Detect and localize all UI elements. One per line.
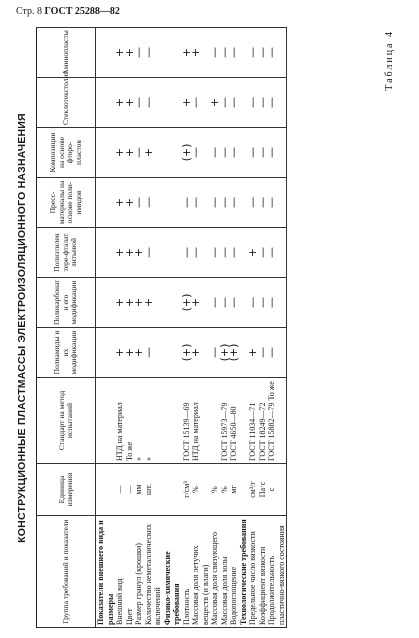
applicability-mark: + (125, 78, 135, 128)
row-unit (163, 464, 182, 516)
table-section-row (163, 28, 182, 628)
applicability-mark: — (267, 328, 287, 378)
applicability-mark: — (210, 328, 220, 378)
applicability-mark: + (134, 278, 144, 328)
row-name: Плотность (182, 516, 192, 628)
row-standard (163, 378, 182, 464)
applicability-mark: — (220, 128, 230, 178)
applicability-mark: + (144, 128, 163, 178)
applicability-mark: — (144, 78, 163, 128)
col-header-unit: Единица измерения (37, 464, 96, 516)
applicability-mark: (+) (182, 128, 192, 178)
table-row (210, 28, 220, 628)
applicability-mark: — (258, 178, 268, 228)
row-unit: — (125, 464, 135, 516)
table-header-row (37, 28, 96, 628)
row-unit: % (220, 464, 230, 516)
row-standard (239, 378, 249, 464)
applicability-mark: — (134, 128, 144, 178)
standard-number: ГОСТ 25288—82 (44, 6, 120, 17)
applicability-mark: + (115, 78, 125, 128)
row-name: Размер гранул (крошки) (134, 516, 144, 628)
applicability-mark: — (134, 78, 144, 128)
applicability-mark: — (182, 178, 192, 228)
applicability-mark: + (125, 178, 135, 228)
table-row (115, 28, 125, 628)
applicability-mark: — (267, 128, 287, 178)
applicability-mark: — (134, 28, 144, 78)
applicability-mark (163, 328, 182, 378)
table-label: Таблица 4 (384, 30, 395, 91)
row-name: Технологические требования (239, 516, 249, 628)
applicability-mark (163, 28, 182, 78)
applicability-mark: — (182, 228, 192, 278)
applicability-mark: — (229, 278, 239, 328)
row-name: Массовая доля золы (220, 516, 230, 628)
applicability-mark: — (144, 228, 163, 278)
applicability-mark: — (267, 78, 287, 128)
page-header (16, 6, 120, 17)
row-unit: с (267, 464, 287, 516)
col-header-material: Аминопласты (37, 28, 96, 78)
applicability-mark: — (210, 178, 220, 228)
table-section-row (239, 28, 249, 628)
row-name: Цвет (125, 516, 135, 628)
applicability-mark: + (115, 128, 125, 178)
applicability-mark: — (144, 328, 163, 378)
col-header-material: Пресс-материалы на основе поли-имидов (37, 178, 96, 228)
applicability-mark: — (258, 128, 268, 178)
applicability-mark: — (267, 278, 287, 328)
row-unit: % (191, 464, 210, 516)
applicability-mark: (+) (229, 328, 239, 378)
applicability-mark: — (267, 228, 287, 278)
row-name: Предельное число вязкости (248, 516, 258, 628)
row-standard: ГОСТ 18249—72 (258, 378, 268, 464)
table-section-row (96, 28, 116, 628)
applicability-mark: — (258, 278, 268, 328)
applicability-mark: — (258, 78, 268, 128)
row-standard: НТД на материал (191, 378, 210, 464)
applicability-mark: — (220, 178, 230, 228)
applicability-mark: — (229, 128, 239, 178)
applicability-mark: — (229, 78, 239, 128)
row-unit (239, 464, 249, 516)
applicability-mark: + (248, 328, 258, 378)
requirements-table (36, 27, 287, 628)
table-body (96, 28, 287, 628)
applicability-mark: + (115, 328, 125, 378)
applicability-mark: — (258, 228, 268, 278)
applicability-mark: + (115, 178, 125, 228)
row-standard: ГОСТ 15882—79 То же (267, 378, 287, 464)
applicability-mark: — (144, 178, 163, 228)
applicability-mark: + (248, 228, 258, 278)
applicability-mark: + (191, 328, 210, 378)
row-name: Продолжительность пластично-вязкого состояния (267, 516, 287, 628)
applicability-mark: — (210, 128, 220, 178)
applicability-mark: + (191, 278, 210, 328)
applicability-mark: + (115, 228, 125, 278)
applicability-mark: — (248, 278, 258, 328)
applicability-mark: + (182, 28, 192, 78)
applicability-mark (163, 78, 182, 128)
applicability-mark: + (210, 78, 220, 128)
applicability-mark: — (248, 178, 258, 228)
row-name: Физико-химические требования (163, 516, 182, 628)
table-row (182, 28, 192, 628)
applicability-mark: — (229, 178, 239, 228)
applicability-mark: — (267, 178, 287, 228)
table-row (258, 28, 268, 628)
table-row (229, 28, 239, 628)
row-standard: » (144, 378, 163, 464)
row-standard (210, 378, 220, 464)
col-header-material: Полиамиды и их модификации (37, 328, 96, 378)
col-header-group: Группа требований и показатели (37, 516, 96, 628)
applicability-mark: — (220, 28, 230, 78)
table-row (267, 28, 287, 628)
applicability-mark: (+) (182, 328, 192, 378)
applicability-mark: (+) (220, 328, 230, 378)
applicability-mark: — (191, 228, 210, 278)
document-title: КОНСТРУКЦИОННЫЕ ПЛАСТМАССЫ ЭЛЕКТРОИЗОЛЯЦИОННОГО НАЗНАЧЕНИЯ (16, 113, 28, 543)
applicability-mark: + (182, 78, 192, 128)
applicability-mark (163, 278, 182, 328)
applicability-mark: — (220, 78, 230, 128)
applicability-mark: — (134, 178, 144, 228)
table-row (144, 28, 163, 628)
row-standard: ГОСТ 15139—69 (182, 378, 192, 464)
applicability-mark: — (248, 128, 258, 178)
applicability-mark: — (210, 228, 220, 278)
applicability-mark: — (229, 228, 239, 278)
col-header-standard: Стандарт на метод испытаний (37, 378, 96, 464)
row-name: Коэффициент вязкости (258, 516, 268, 628)
row-standard: ГОСТ 11034—71 (248, 378, 258, 464)
applicability-mark: — (267, 28, 287, 78)
applicability-mark: — (248, 28, 258, 78)
applicability-mark: — (210, 278, 220, 328)
applicability-mark: + (191, 28, 210, 78)
applicability-mark: — (220, 228, 230, 278)
row-standard: ГОСТ 15973—79 (220, 378, 230, 464)
row-unit: см³/г (248, 464, 258, 516)
row-name: Массовая доля связующего (210, 516, 220, 628)
table-row (191, 28, 210, 628)
row-unit: шт. (144, 464, 163, 516)
applicability-mark: + (125, 228, 135, 278)
row-name: Водопоглощение (229, 516, 239, 628)
row-standard: НТД на материал (115, 378, 125, 464)
row-unit: мг (229, 464, 239, 516)
applicability-mark (163, 178, 182, 228)
col-header-material: Поликарбонат и его модификации (37, 278, 96, 328)
applicability-mark: — (248, 78, 258, 128)
applicability-mark: + (125, 328, 135, 378)
applicability-mark: — (220, 278, 230, 328)
row-name: Внешний вид (115, 516, 125, 628)
row-name: Количество неметаллических включений (144, 516, 163, 628)
page-number: Стр. 8 (16, 6, 43, 17)
rotated-page-content (16, 28, 408, 628)
row-unit: — (115, 464, 125, 516)
applicability-mark: + (125, 128, 135, 178)
applicability-mark: + (134, 328, 144, 378)
applicability-mark: + (125, 28, 135, 78)
applicability-mark: + (125, 278, 135, 328)
col-header-material: Стеклотекстолит (37, 78, 96, 128)
row-standard: То же (125, 378, 135, 464)
table-row (134, 28, 144, 628)
row-standard (96, 378, 116, 464)
applicability-mark: — (229, 28, 239, 78)
table-row (220, 28, 230, 628)
applicability-mark: (+) (182, 278, 192, 328)
applicability-mark: + (115, 28, 125, 78)
applicability-mark (163, 128, 182, 178)
applicability-mark: + (134, 228, 144, 278)
applicability-mark: — (258, 328, 268, 378)
row-name: Массовая доля летучих веществ (и влаги) (191, 516, 210, 628)
row-unit: % (210, 464, 220, 516)
col-header-material: Полиэтилен тере-фталат литьевой (37, 228, 96, 278)
applicability-mark: — (144, 28, 163, 78)
row-unit: г/см³ (182, 464, 192, 516)
applicability-mark: — (191, 178, 210, 228)
applicability-mark: + (144, 278, 163, 328)
row-standard: ГОСТ 4650—80 (229, 378, 239, 464)
applicability-mark: + (115, 278, 125, 328)
row-unit: мм (134, 464, 144, 516)
table-row (248, 28, 258, 628)
applicability-mark: — (210, 28, 220, 78)
row-name: Показатели внешнего вида и размеры (96, 516, 116, 628)
applicability-mark: — (191, 78, 210, 128)
applicability-mark: — (258, 28, 268, 78)
row-unit (96, 464, 116, 516)
table-row (125, 28, 135, 628)
applicability-mark: — (191, 128, 210, 178)
applicability-mark (163, 228, 182, 278)
col-header-material: Композиции на основе фторо-пластов (37, 128, 96, 178)
row-standard: » (134, 378, 144, 464)
row-unit: Па·с (258, 464, 268, 516)
